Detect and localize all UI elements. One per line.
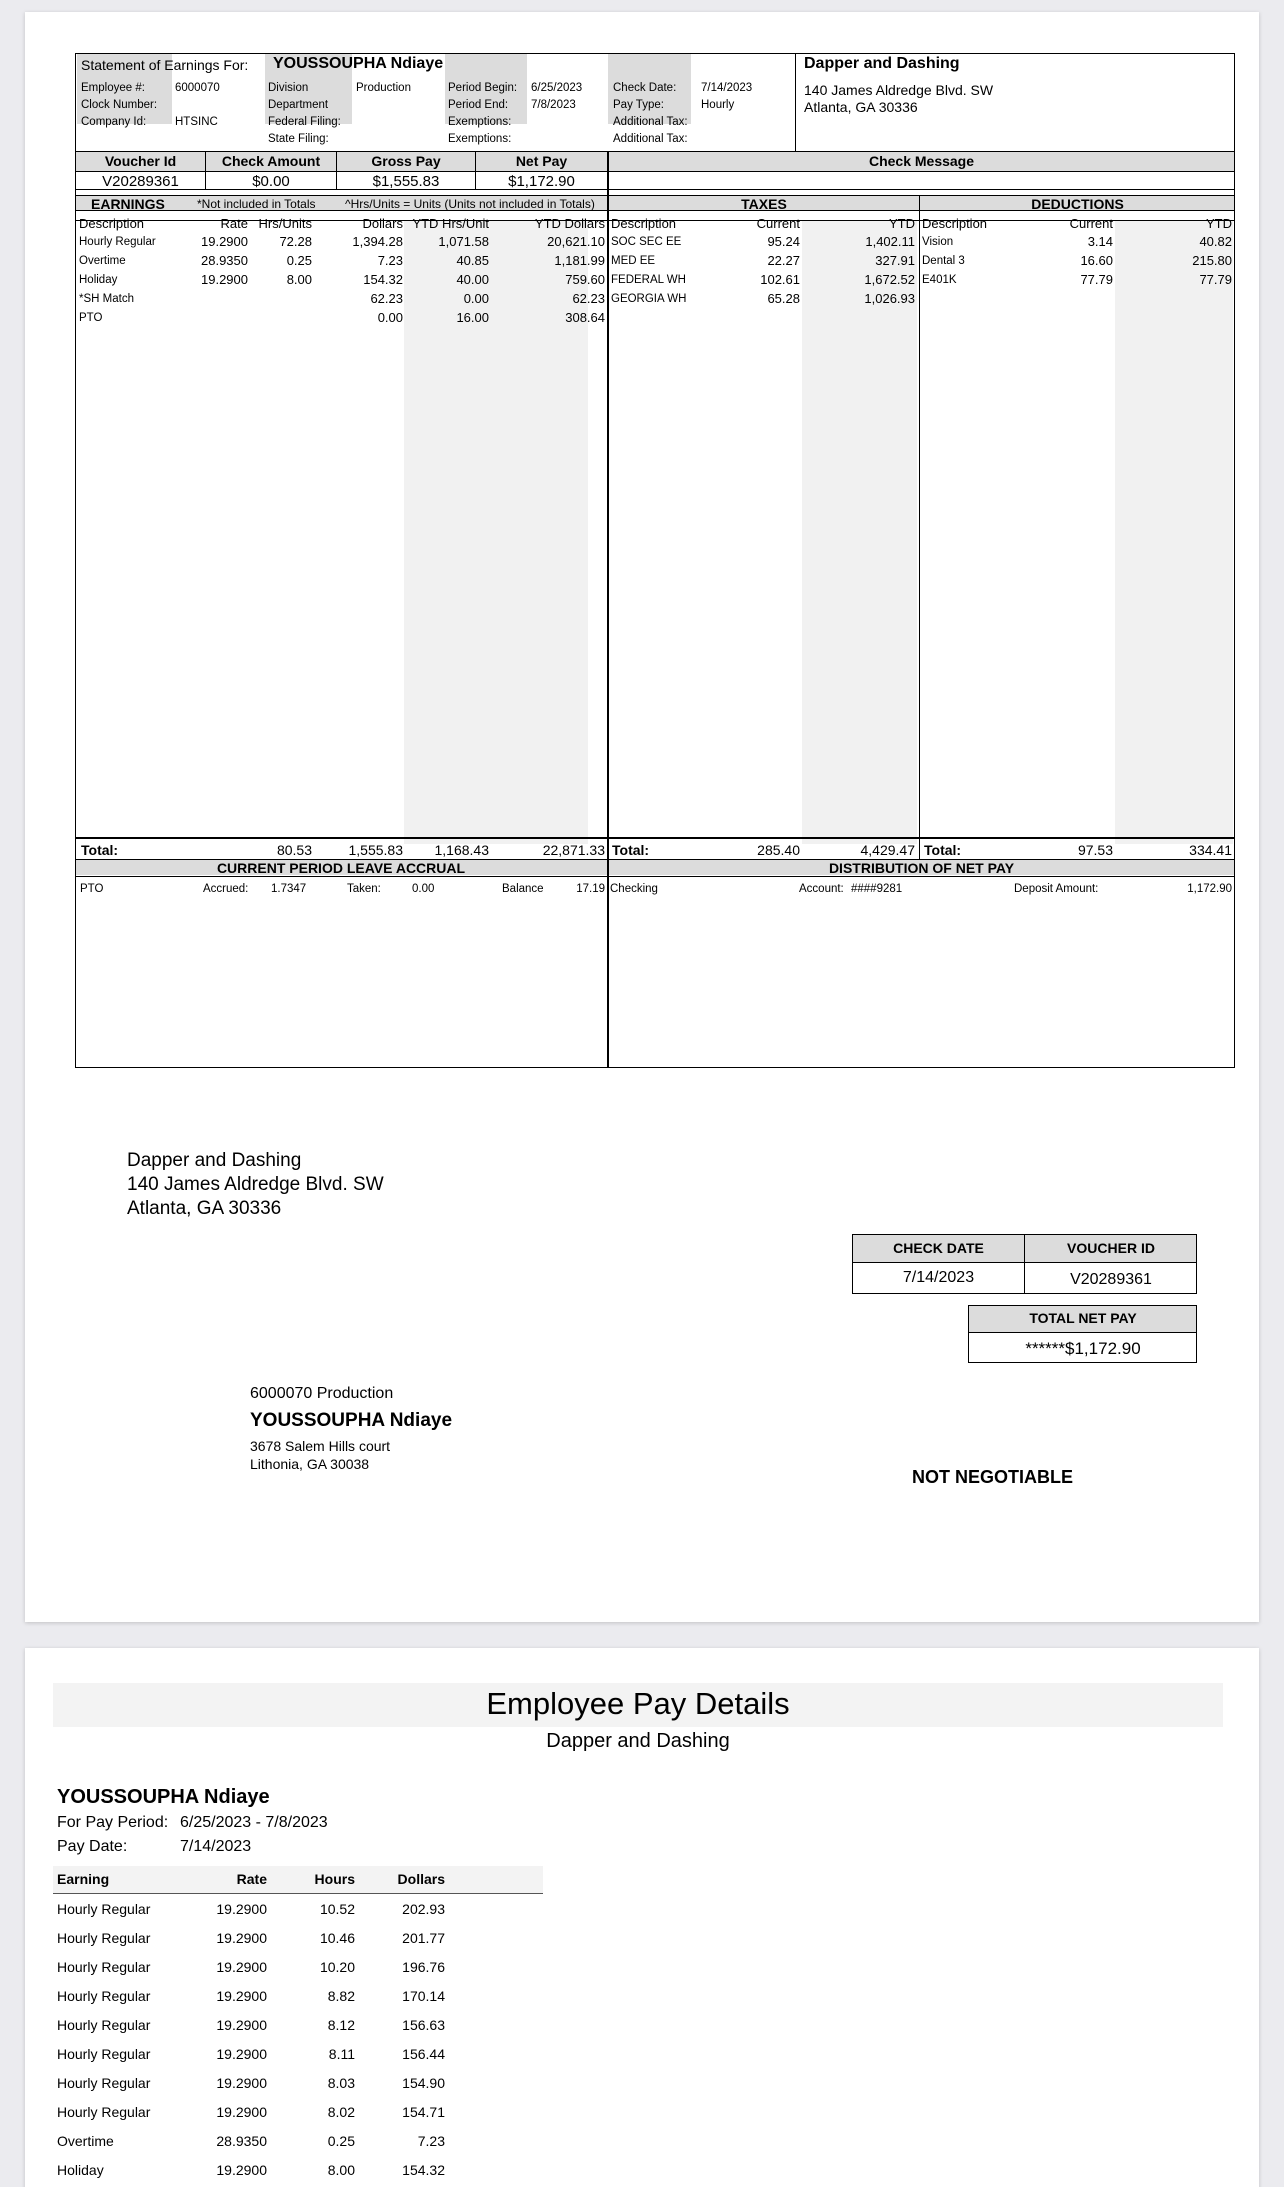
- ded-row-description: E401K: [922, 274, 957, 286]
- detail-row-rate: 19.2900: [216, 1959, 267, 1975]
- ded-row-current: 77.79: [1080, 272, 1113, 287]
- earnings-total-ytd-hrs: 1,168.43: [434, 842, 489, 858]
- company-address1: 140 James Aldredge Blvd. SW: [804, 82, 994, 98]
- earnings-note-totals: *Not included in Totals: [197, 197, 316, 211]
- voucher-id: V20289361: [102, 173, 179, 190]
- detail-row-dollars: 154.32: [402, 2162, 445, 2178]
- detail-row-hours: 10.46: [319, 1930, 355, 1946]
- pay-date-label: Pay Date:: [57, 1838, 128, 1855]
- earn-row-ytd-dollars: 62.23: [572, 291, 605, 306]
- detail-col-dollars: Dollars: [397, 1871, 445, 1887]
- company-id: HTSINC: [175, 116, 218, 128]
- pay-details-page: [25, 1648, 1259, 2187]
- check-date-label: Check Date:: [613, 82, 677, 94]
- detail-row-dollars: 7.23: [417, 2133, 445, 2149]
- earn-row-ytd-hrs: 0.00: [463, 291, 489, 306]
- company-id-label: Company Id:: [81, 116, 147, 128]
- divider: [75, 876, 1235, 877]
- detail-col-earning: Earning: [57, 1871, 110, 1887]
- detail-row-rate: 19.2900: [216, 2162, 267, 2178]
- earn-row-ytd-hrs: 40.85: [456, 253, 489, 268]
- ded-row-ytd: 215.80: [1192, 253, 1232, 268]
- earnings-note-units: ^Hrs/Units = Units (Units not included in Totals): [345, 197, 595, 211]
- detail-row-dollars: 156.63: [402, 2017, 445, 2033]
- earn-row-ytd-dollars: 1,181.99: [554, 253, 605, 268]
- ded-row-ytd: 77.79: [1199, 272, 1232, 287]
- earn-row-description: Overtime: [79, 255, 126, 267]
- department-label: Department: [268, 99, 329, 111]
- deposit-amount: 1,172.90: [1187, 883, 1232, 895]
- earn-row-description: Hourly Regular: [79, 236, 156, 248]
- additional-tax-label: Additional Tax:: [613, 116, 688, 128]
- voucher-company-address2: Atlanta, GA 30336: [127, 1198, 282, 1219]
- detail-row-hours: 0.25: [327, 2133, 355, 2149]
- check-message-header: Check Message: [868, 153, 975, 169]
- detail-row-dollars: 202.93: [402, 1901, 445, 1917]
- additional-tax-label: Additional Tax:: [613, 133, 688, 145]
- deductions-total-label: Total:: [924, 842, 962, 858]
- divider: [75, 151, 1235, 152]
- earn-col-description: Description: [79, 216, 145, 231]
- distribution-type: Checking: [610, 883, 658, 895]
- state-filing-label: State Filing:: [268, 133, 329, 145]
- exemptions-label: Exemptions:: [448, 116, 512, 128]
- ded-col-ytd: YTD: [1206, 216, 1232, 231]
- tax-row-description: GEORGIA WH: [611, 293, 687, 305]
- pay-date: 7/14/2023: [180, 1838, 252, 1855]
- pay-type-label: Pay Type:: [613, 99, 664, 111]
- detail-row-dollars: 154.71: [402, 2104, 445, 2120]
- voucher-id-label: VOUCHER ID: [1067, 1240, 1155, 1256]
- leave-accrual-title: CURRENT PERIOD LEAVE ACCRUAL: [216, 860, 466, 876]
- detail-row-dollars: 156.44: [402, 2046, 445, 2062]
- leave-accrued-label: Accrued:: [203, 883, 249, 895]
- tax-row-current: 65.28: [767, 291, 800, 306]
- check-amount: $0.00: [252, 173, 290, 190]
- employee-num-label: Employee #:: [81, 82, 145, 94]
- detail-col-rate: Rate: [236, 1871, 267, 1887]
- voucher-employee-address2: Lithonia, GA 30038: [250, 1456, 370, 1472]
- voucher-check-date: 7/14/2023: [902, 1269, 975, 1286]
- tax-row-ytd: 1,402.11: [865, 234, 915, 249]
- gross-pay-header: Gross Pay: [371, 153, 441, 169]
- tax-row-description: FEDERAL WH: [611, 274, 686, 286]
- period-begin-label: Period Begin:: [448, 82, 518, 94]
- tax-row-current: 102.61: [760, 272, 800, 287]
- voucher-employee-line: 6000070 Production: [250, 1385, 394, 1402]
- leave-taken-label: Taken:: [347, 883, 381, 895]
- taxes-title: TAXES: [741, 196, 787, 212]
- earn-col-dollars: Dollars: [362, 216, 403, 231]
- detail-row-rate: 19.2900: [216, 2046, 267, 2062]
- earn-col-hrs: Hrs/Units: [258, 216, 312, 231]
- earn-row-ytd-hrs: 1,071.58: [438, 234, 489, 249]
- pay-period: 6/25/2023 - 7/8/2023: [180, 1814, 328, 1831]
- taxes-total-label: Total:: [612, 842, 650, 858]
- division-label: Division: [268, 82, 309, 94]
- exemptions-label: Exemptions:: [448, 133, 512, 145]
- detail-row-dollars: 196.76: [402, 1959, 445, 1975]
- ded-col-description: Description: [922, 216, 988, 231]
- divider: [795, 53, 796, 151]
- total-net-pay: ******$1,172.90: [1025, 1339, 1141, 1358]
- federal-filing-label: Federal Filing:: [268, 116, 341, 128]
- earn-col-ytd-hrs: YTD Hrs/Unit: [412, 216, 489, 231]
- detail-row-rate: 19.2900: [216, 1930, 267, 1946]
- not-negotiable: NOT NEGOTIABLE: [912, 1467, 1073, 1487]
- detail-row-rate: 19.2900: [216, 2017, 267, 2033]
- voucher-company-address1: 140 James Aldredge Blvd. SW: [127, 1174, 384, 1195]
- divider: [75, 171, 1235, 172]
- detail-row-rate: 28.9350: [216, 2133, 267, 2149]
- tax-row-description: SOC SEC EE: [611, 236, 682, 248]
- pay-details-employee-name: YOUSSOUPHA Ndiaye: [57, 1786, 270, 1808]
- voucher-id: V20289361: [1070, 1271, 1152, 1288]
- voucher-employee-address1: 3678 Salem Hills court: [250, 1438, 391, 1454]
- earn-row-dollars: 154.32: [363, 272, 403, 287]
- earn-row-ytd-dollars: 759.60: [565, 272, 605, 287]
- earn-row-dollars: 62.23: [370, 291, 403, 306]
- earnings-total-ytd-dollars: 22,871.33: [542, 842, 605, 858]
- tax-col-current: Current: [756, 216, 800, 231]
- detail-row-hours: 8.82: [327, 1988, 355, 2004]
- divider: [919, 195, 920, 859]
- pay-period-label: For Pay Period:: [57, 1814, 169, 1831]
- pay-details-company: Dapper and Dashing: [546, 1730, 730, 1752]
- detail-col-hours: Hours: [314, 1871, 355, 1887]
- statement-page: [25, 12, 1259, 1622]
- tax-row-current: 95.24: [767, 234, 800, 249]
- deductions-title: DEDUCTIONS: [1031, 196, 1124, 212]
- detail-row-dollars: 201.77: [402, 1930, 445, 1946]
- check-amount-header: Check Amount: [221, 153, 321, 169]
- net-pay-header: Net Pay: [515, 153, 568, 169]
- ded-row-description: Dental 3: [922, 255, 965, 267]
- earn-row-rate: 19.2900: [201, 234, 248, 249]
- tax-row-ytd: 327.91: [875, 253, 915, 268]
- earn-col-ytd-dollars: YTD Dollars: [534, 216, 605, 231]
- detail-row-hours: 8.12: [327, 2017, 355, 2033]
- leave-balance-label: Balance: [502, 883, 544, 895]
- divider: [607, 151, 609, 1068]
- ded-row-description: Vision: [922, 236, 954, 248]
- earn-row-description: Holiday: [79, 274, 118, 286]
- check-date: 7/14/2023: [701, 82, 753, 94]
- voucher-company-name: Dapper and Dashing: [127, 1150, 302, 1171]
- tax-row-description: MED EE: [611, 255, 656, 267]
- divider: [75, 837, 1235, 839]
- employee-name: YOUSSOUPHA Ndiaye: [273, 55, 444, 72]
- earn-row-dollars: 7.23: [377, 253, 403, 268]
- detail-row-earning: Hourly Regular: [57, 1930, 151, 1946]
- distribution-title: DISTRIBUTION OF NET PAY: [828, 860, 1015, 876]
- earn-row-dollars: 1,394.28: [352, 234, 403, 249]
- period-end-label: Period End:: [448, 99, 509, 111]
- ded-col-current: Current: [1069, 216, 1113, 231]
- ded-row-current: 3.14: [1087, 234, 1113, 249]
- detail-row-earning: Hourly Regular: [57, 1959, 151, 1975]
- detail-row-hours: 10.52: [319, 1901, 355, 1917]
- earn-row-description: *SH Match: [79, 293, 134, 305]
- leave-taken: 0.00: [412, 883, 435, 895]
- period-begin: 6/25/2023: [531, 82, 583, 94]
- account-number: ####9281: [851, 883, 903, 895]
- voucher-check-date-label: CHECK DATE: [893, 1240, 984, 1256]
- detail-row-earning: Holiday: [57, 2162, 104, 2178]
- tax-col-ytd: YTD: [889, 216, 915, 231]
- earn-row-rate: 19.2900: [201, 272, 248, 287]
- earnings-title: EARNINGS: [91, 196, 165, 212]
- earnings-total-dollars: 1,555.83: [348, 842, 403, 858]
- leave-balance: 17.19: [576, 883, 605, 895]
- ded-row-ytd: 40.82: [1199, 234, 1232, 249]
- detail-row-dollars: 170.14: [402, 1988, 445, 2004]
- earn-row-ytd-hrs: 40.00: [456, 272, 489, 287]
- detail-row-dollars: 154.90: [402, 2075, 445, 2091]
- pay-type: Hourly: [701, 99, 735, 111]
- detail-row-hours: 8.11: [328, 2046, 355, 2062]
- detail-row-earning: Hourly Regular: [57, 2046, 151, 2062]
- taxes-total-ytd: 4,429.47: [860, 842, 915, 858]
- leave-accrued: 1.7347: [271, 883, 307, 895]
- division: Production: [356, 82, 411, 94]
- ded-row-current: 16.60: [1080, 253, 1113, 268]
- detail-row-hours: 10.20: [319, 1959, 355, 1975]
- detail-row-earning: Hourly Regular: [57, 1901, 151, 1917]
- tax-row-ytd: 1,026.93: [864, 291, 915, 306]
- detail-row-earning: Hourly Regular: [57, 2075, 151, 2091]
- taxes-total-current: 285.40: [757, 842, 800, 858]
- company-address2: Atlanta, GA 30336: [804, 99, 918, 115]
- period-end: 7/8/2023: [531, 99, 576, 111]
- leave-type: PTO: [80, 883, 104, 895]
- earn-row-hrs: 72.28: [279, 234, 312, 249]
- detail-row-earning: Overtime: [57, 2133, 114, 2149]
- gross-pay: $1,555.83: [372, 173, 440, 190]
- detail-row-earning: Hourly Regular: [57, 1988, 151, 2004]
- earn-row-ytd-hrs: 16.00: [456, 310, 489, 325]
- voucher-employee-name: YOUSSOUPHA Ndiaye: [250, 1410, 453, 1431]
- earn-row-hrs: 0.25: [286, 253, 312, 268]
- net-pay: $1,172.90: [508, 173, 575, 190]
- earnings-total-hrs: 80.53: [276, 842, 312, 858]
- account-label: Account:: [799, 883, 844, 895]
- clock-label: Clock Number:: [81, 99, 158, 111]
- earn-col-rate: Rate: [220, 216, 248, 231]
- company-name: Dapper and Dashing: [804, 55, 960, 72]
- detail-row-hours: 8.03: [327, 2075, 355, 2091]
- deductions-total-current: 97.53: [1077, 842, 1113, 858]
- detail-row-rate: 19.2900: [216, 2075, 267, 2091]
- detail-row-rate: 19.2900: [216, 1901, 267, 1917]
- divider: [968, 1332, 1197, 1333]
- voucher-id-header: Voucher Id: [104, 153, 177, 169]
- earn-row-ytd-dollars: 308.64: [565, 310, 605, 325]
- earn-row-ytd-dollars: 20,621.10: [547, 234, 605, 249]
- detail-row-earning: Hourly Regular: [57, 2017, 151, 2033]
- earn-row-dollars: 0.00: [377, 310, 403, 325]
- employee-num: 6000070: [175, 82, 220, 94]
- deposit-amount-label: Deposit Amount:: [1014, 883, 1099, 895]
- earnings-total-label: Total:: [81, 842, 119, 858]
- total-net-pay-label: TOTAL NET PAY: [1029, 1310, 1137, 1326]
- earn-row-hrs: 8.00: [286, 272, 312, 287]
- deductions-total-ytd: 334.41: [1189, 842, 1232, 858]
- earn-row-rate: 28.9350: [201, 253, 248, 268]
- tax-col-description: Description: [611, 216, 677, 231]
- tax-row-current: 22.27: [767, 253, 800, 268]
- detail-row-hours: 8.02: [327, 2104, 355, 2120]
- detail-row-earning: Hourly Regular: [57, 2104, 151, 2120]
- detail-row-rate: 19.2900: [216, 2104, 267, 2120]
- statement-label: Statement of Earnings For:: [81, 57, 249, 73]
- detail-row-hours: 8.00: [327, 2162, 355, 2178]
- tax-row-ytd: 1,672.52: [864, 272, 915, 287]
- detail-row-rate: 19.2900: [216, 1988, 267, 2004]
- earn-row-description: PTO: [79, 312, 103, 324]
- pay-details-title: Employee Pay Details: [486, 1686, 790, 1721]
